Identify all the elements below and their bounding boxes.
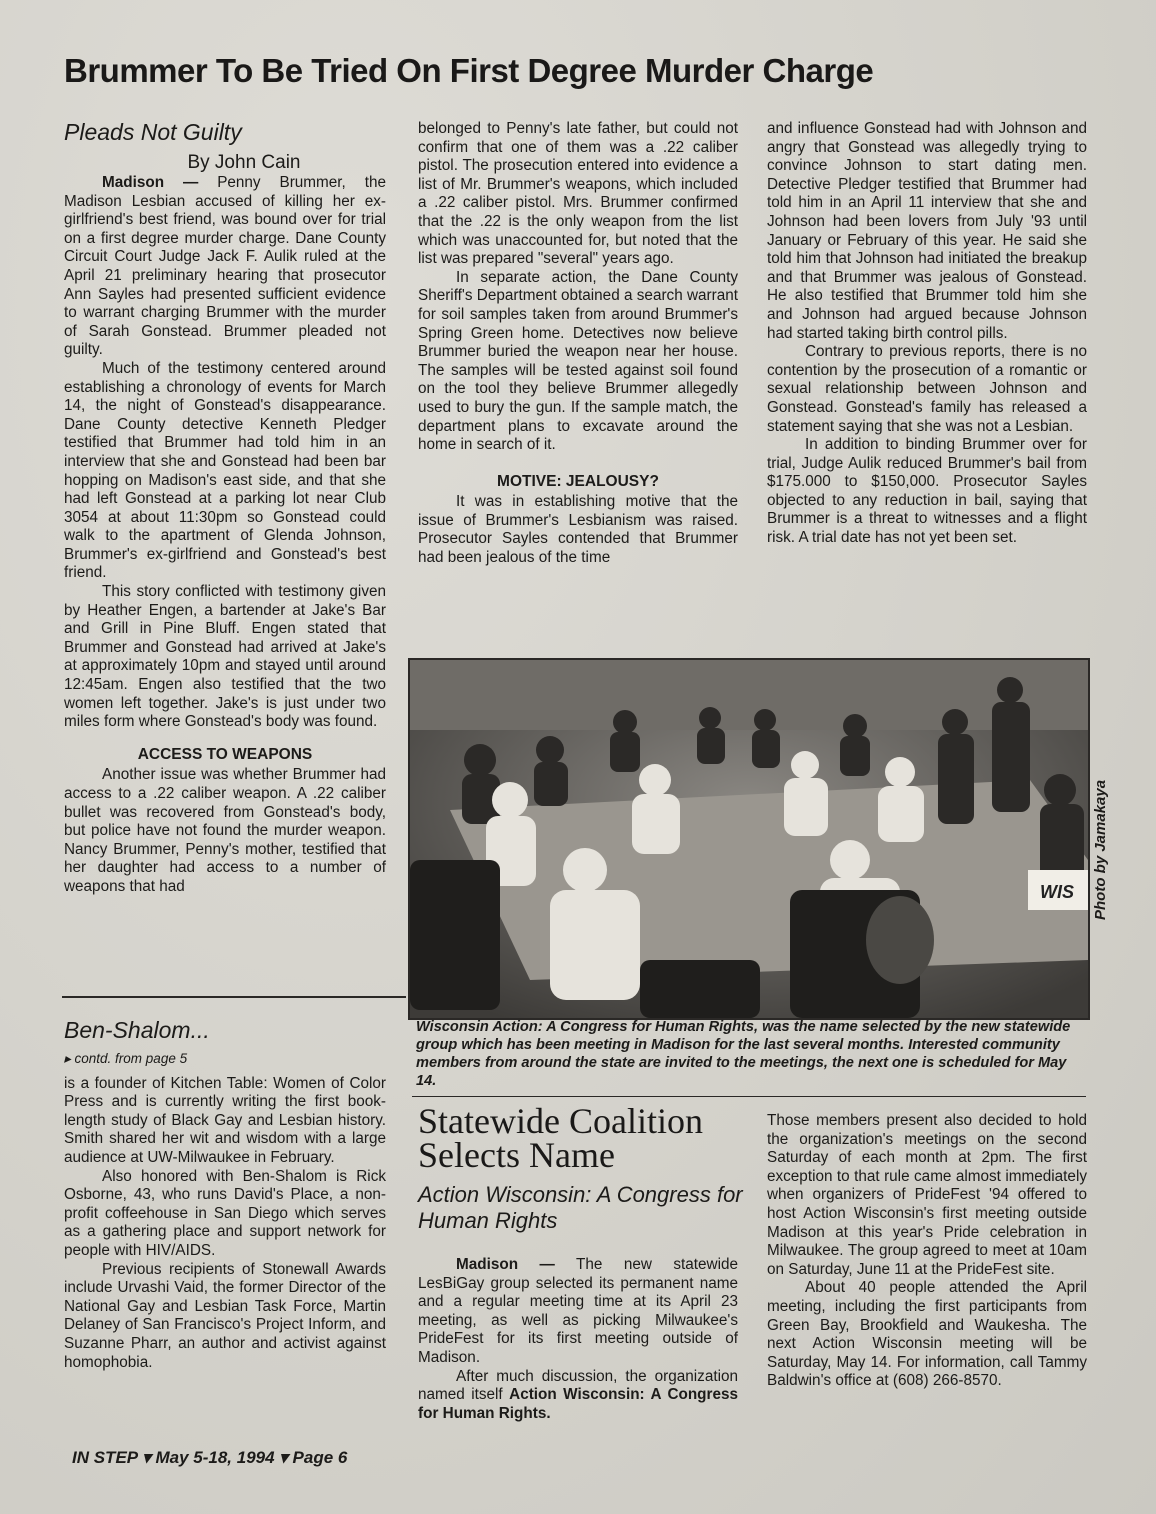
story2-column-1 [418, 1256, 738, 1423]
story2-paragraph: About 40 people attended the April meeting, including the first participants from Green Bay, Brookfield and Waukesha. The next Action Wisconsin meeting will be Saturday, May 14. For information, call Tammy Baldwin's office at (608) 266-8570. [767, 1279, 1087, 1390]
page-footer: IN STEP ▾ May 5-18, 1994 ▾ Page 6 [72, 1448, 348, 1467]
story1-subhead: Pleads Not Guilty [64, 119, 242, 145]
story1-paragraph: In addition to binding Brummer over for trial, Judge Aulik reduced Brummer's bail from $175.000 to $150,000. Prosecutor Sayles objected to any reduction in bail, saying that Brummer is a threat to witnesses and a flight risk. A trial date has not yet been set. [767, 436, 1087, 547]
story1-paragraph: and influence Gonstead had with Johnson and angry that Gonstead was allegedly trying to convince Johnson to start dating men. Detective Pledger testified that Brummer had told him in an April 11 interview that she and Johnson had been lovers from July '93 until January or February of this year. He said she told him that Johnson had initiated the breakup and that Brummer was jealous of Gonstead. He also testified that Brummer told him she and Johnson had argued because Johnson had started taking birth control pills. [767, 120, 1087, 342]
story2-paragraph: After much discussion, the organization named itself Action Wisconsin: A Congress for Human Rights. [418, 1367, 738, 1422]
divider [62, 996, 406, 998]
photo-caption: Wisconsin Action: A Congress for Human Rights, was the name selected by the new statewide group which has been meeting in Madison for the last several months. Interested community members from around the state are invited to the meetings, the next one is scheduled for May 14. [416, 1019, 1071, 1089]
story2-column-2 [767, 1112, 1087, 1391]
story3-paragraph: is a founder of Kitchen Table: Women of Color Press and is currently writing the first book-length study of Black Gay and Lesbian history. Smith shared her wit and wisdom with a large audience at UW-Milwaukee in February. [64, 1074, 386, 1166]
story1-paragraph: Madison — Penny Brummer, the Madison Lesbian accused of killing her ex-girlfriend's best friend, was bound over for trial on a first degree murder charge. Dane County Circuit Court Judge Jack F. Aulik ruled at the April 21 preliminary hearing that prosecutor Ann Sayles had presented sufficient evidence to warrant charging Brummer with the murder of Sarah Gonstead. Brummer pleaded not guilty. [64, 174, 386, 359]
story1-paragraph: Contrary to previous reports, there is no contention by the prosecution of a romantic or sexual relationship between Johnson and Gonstead. Gonstead's family has released a statement saying that she was not a Lesbian. [767, 343, 1087, 435]
headline: Brummer To Be Tried On First Degree Murder Charge [64, 52, 874, 89]
continued-note: ▸ contd. from page 5 [64, 1051, 188, 1066]
section-head: ACCESS TO WEAPONS [137, 745, 313, 763]
dateline: Madison — [456, 1256, 555, 1273]
story2-headline: Statewide Coalition Selects Name [418, 1101, 703, 1175]
story3-paragraph: Previous recipients of Stonewall Awards include Urvashi Vaid, the former Director of the National Gay and Lesbian Task Force, Martin Delaney of San Francisco's Project Inform, and Suzanne Pharr, an author and activist against homophobia. [64, 1260, 386, 1371]
section-head: MOTIVE: JEALOUSY? [497, 472, 659, 490]
story3-column [64, 1016, 386, 1372]
photo-sign-text: WIS [1040, 882, 1074, 902]
story1-paragraph: Much of the testimony centered around establishing a chronology of events for March 14, the night of Gonstead's disappearance. Dane County detective Kenneth Pledger testified that Brummer had told him in an interview that she and Gonstead had been bar hopping on Madison's east side, and that she had left Gonstead at a parking lot near Club 3054 at about 11:30pm so Gonstead could walk to the apartment of Glenda Johnson, Brummer's ex-girlfriend and Gonstead's best friend. [64, 359, 386, 582]
story1-paragraph: In separate action, the Dane County Sheriff's Department obtained a search warrant for soil samples taken from around Brummer's Spring Green home. Detectives now believe Brummer buried the weapon near her house. The samples will be tested against soil found on the tool they believe Brummer allegedly used to bury the gun. If the sample match, the department plans to excavate around the home in search of it. [418, 268, 738, 454]
story3-title: Ben-Shalom... [64, 1017, 210, 1043]
byline: By John Cain [187, 152, 301, 173]
story2-subhead: Action Wisconsin: A Congress for Human Rights [418, 1182, 743, 1233]
dateline: Madison — [102, 174, 199, 191]
story1-column-2 [418, 120, 738, 568]
meeting-photo-image [410, 660, 1088, 1018]
story1-paragraph: belonged to Penny's late father, but could not confirm that one of them was a .22 caliber pistol. The prosecution entered into evidence a list of Mr. Brummer's weapons, which included a .22 caliber pistol. Mrs. Brummer confirmed that the .22 is the only weapon from the list which was unaccounted for, but noted that the list was prepared "several" years ago. [418, 120, 738, 268]
photo-credit: Photo by Jamakaya [1092, 779, 1109, 921]
story2-paragraph: Madison — The new statewide LesBiGay group selected its permanent name and a regular meeting time at its April 23 meeting, as well as picking Milwaukee's PrideFest for its first meeting outside of Madison. [418, 1256, 738, 1366]
story1-paragraph: It was in establishing motive that the issue of Brummer's Lesbianism was raised. Prosecutor Sayles contended that Brummer had been jealous of the time [418, 493, 738, 567]
story1-paragraph: This story conflicted with testimony given by Heather Engen, a bartender at Jake's Bar and Grill in Pine Bluff. Engen stated that Brummer and Gonstead had arrived at Jake's at approximately 10pm and stayed until around 12:45am. Engen also testified that the two women left together. Jake's is just under two miles form where Gonstead's body was found. [64, 583, 386, 731]
meeting-photo [408, 658, 1090, 1020]
story2-paragraph: Those members present also decided to hold the organization's meetings on the second Saturday of each month at 2pm. The first exception to that rule came almost immediately when organizers of PrideFest '94 offered to host Action Wisconsin's first meeting outside Madison at this year's Pride celebration in Milwaukee. The group agreed to meet at 10am on Saturday, June 11 at the PrideFest site. [767, 1112, 1087, 1278]
story3-paragraph: Also honored with Ben-Shalom is Rick Osborne, 43, who runs David's Place, a non-profit coffeehouse in San Diego which serves as a gathering place and support network for people with HIV/AIDS. [64, 1167, 386, 1259]
story1-column-3 [767, 120, 1087, 548]
story1-paragraph: Another issue was whether Brummer had access to a .22 caliber weapon. A .22 caliber bullet was recovered from Gonstead's body, but police have not found the murder weapon. Nancy Brummer, Penny's mother, testified that her daughter had access to a number of weapons that had [64, 766, 386, 895]
divider [412, 1096, 1086, 1097]
story1-column-1 [64, 118, 386, 897]
